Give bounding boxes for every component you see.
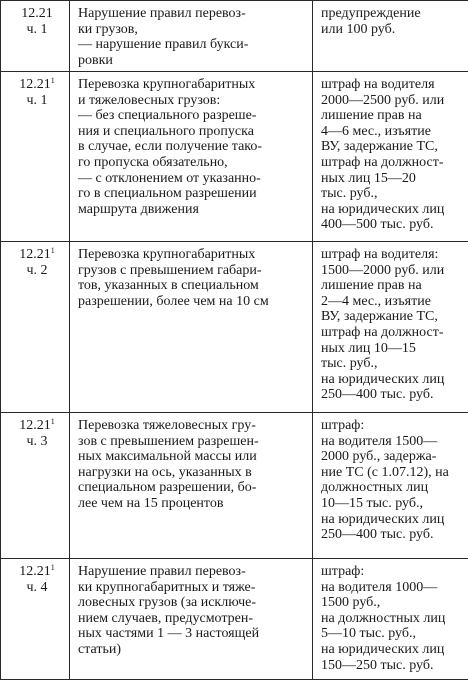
description-line: зов с превышением разрешен-: [78, 433, 259, 449]
article-superscript: 1: [50, 246, 55, 255]
penalty-line: или 100 руб.: [321, 21, 396, 37]
description-line: специальном разрешении, бо-: [78, 480, 257, 496]
article-part: ч. 1: [26, 92, 48, 108]
description-line: ловесных грузов (за исключе-: [78, 595, 257, 611]
article-cell: [1, 413, 70, 559]
penalty-line: на должностных лиц: [321, 610, 446, 626]
penalty-line: 4—6 мес., изъятие: [321, 123, 431, 139]
penalty-line: 250—400 тыс. руб.: [321, 527, 434, 543]
penalty-line: 2—4 мес., изъятие: [321, 293, 431, 309]
article-superscript: 1: [50, 76, 55, 85]
description-line: — нарушение правил букси-: [78, 37, 249, 53]
article-number: 12.21: [19, 564, 51, 579]
description-line: — без специального разреше-: [78, 108, 257, 124]
article-superscript: 1: [50, 563, 55, 572]
article-part: ч. 1: [26, 21, 48, 37]
fines-table-body: [1, 1, 468, 680]
penalty-line: на юридических лиц: [321, 371, 445, 387]
penalty-cell: [313, 1, 468, 72]
description-line: ки грузов,: [78, 21, 138, 37]
description-line: го в специальном разрешении: [78, 186, 257, 202]
description-line: ных частями 1 — 3 настоящей: [78, 626, 260, 642]
penalty-line: на юридических лиц: [321, 641, 445, 657]
penalty-line: ние ТС (с 1.07.12), на: [321, 464, 449, 480]
penalty-line: ных лиц 15—20: [321, 170, 416, 186]
description-line: Нарушение правил перевоз-: [78, 6, 246, 21]
description-line: ния и специального пропуска: [78, 123, 254, 139]
table-row: [1, 72, 468, 242]
description-line: го пропуска обязательно,: [78, 154, 228, 170]
penalty-line: 1500—2000 руб. или: [321, 262, 445, 278]
description-line: маршрута движения: [78, 201, 199, 217]
description-line: разрешении, более чем на 10 см: [78, 293, 269, 309]
article-cell: [1, 559, 70, 680]
penalty-line: 2000 руб., задержа-: [321, 449, 437, 465]
article-number: 12.21: [19, 247, 51, 262]
description-line: — с отклонением от указанно-: [78, 170, 261, 186]
penalty-cell: [313, 72, 468, 242]
description-line: ки крупногабаритных и тяже-: [78, 579, 256, 595]
penalty-line: лишение прав на: [321, 108, 422, 124]
article-cell: [1, 72, 70, 242]
penalty-line: предупреждение: [321, 6, 421, 21]
violation-description-cell: [70, 1, 313, 72]
penalty-cell: [313, 413, 468, 559]
penalty-line: 5—10 тыс. руб.,: [321, 626, 416, 642]
description-line: лее чем на 15 процентов: [78, 495, 224, 511]
article-superscript: 1: [50, 417, 55, 426]
penalty-line: 2000—2500 руб. или: [321, 92, 445, 108]
penalty-line: на водителя 1500—: [321, 433, 438, 449]
penalty-line: 1500 руб.,: [321, 595, 381, 611]
penalty-line: лишение прав на: [321, 278, 422, 294]
penalty-line: штраф:: [321, 564, 365, 579]
violation-description-cell: [70, 242, 313, 413]
description-line: ровки: [78, 52, 113, 68]
article-part: ч. 4: [26, 579, 48, 595]
penalty-line: 250—400 тыс. руб.: [321, 387, 434, 403]
description-line: Перевозка крупногабаритных: [78, 247, 256, 262]
penalty-line: на водителя 1000—: [321, 579, 438, 595]
article-part: ч. 3: [26, 433, 48, 449]
penalty-line: тыс. руб.,: [321, 356, 378, 372]
violation-description-cell: [70, 72, 313, 242]
violation-description-cell: [70, 413, 313, 559]
article-number: 12.21: [19, 418, 51, 433]
penalty-line: на юридических лиц: [321, 511, 445, 527]
penalty-line: 150—250 тыс. руб.: [321, 657, 434, 673]
article-number: 12.21: [19, 77, 51, 92]
penalty-cell: [313, 559, 468, 680]
penalty-line: штраф на водителя: [321, 77, 435, 92]
table-row: [1, 413, 468, 559]
description-line: нием случаев, предусмотрен-: [78, 610, 254, 626]
penalty-line: ных лиц 10—15: [321, 340, 416, 356]
penalty-line: штраф на должност-: [321, 324, 444, 340]
penalty-line: штраф на должност-: [321, 154, 444, 170]
table-row: [1, 1, 468, 72]
article-cell: [1, 1, 70, 72]
article-cell: [1, 242, 70, 413]
description-line: тов, указанных в специальном: [78, 278, 259, 294]
penalty-line: штраф на водителя:: [321, 247, 439, 262]
penalty-line: 10—15 тыс. руб.,: [321, 495, 423, 511]
description-line: Нарушение правил перевоз-: [78, 564, 246, 579]
description-line: в случае, если получение тако-: [78, 139, 263, 155]
description-line: статьи): [78, 641, 122, 657]
description-line: Перевозка тяжеловесных гру-: [78, 418, 256, 433]
description-line: ных максимальной массы или: [78, 449, 257, 465]
table-row: [1, 559, 468, 680]
penalty-line: ВУ, задержание ТС,: [321, 139, 438, 155]
penalty-line: ВУ, задержание ТС,: [321, 309, 438, 325]
penalty-cell: [313, 242, 468, 413]
penalty-line: штраф:: [321, 418, 365, 433]
penalty-line: должностных лиц: [321, 480, 429, 496]
article-number: 12.21: [21, 6, 53, 21]
penalty-line: 400—500 тыс. руб.: [321, 217, 434, 233]
description-line: и тяжеловесных грузов:: [78, 92, 221, 108]
description-line: грузов с превышением габари-: [78, 262, 262, 278]
description-line: Перевозка крупногабаритных: [78, 77, 256, 92]
violation-description-cell: [70, 559, 313, 680]
penalty-line: тыс. руб.,: [321, 186, 378, 202]
table-row: [1, 242, 468, 413]
description-line: нагрузки на ось, указанных в: [78, 464, 252, 480]
penalty-line: на юридических лиц: [321, 201, 445, 217]
article-part: ч. 2: [26, 262, 48, 278]
